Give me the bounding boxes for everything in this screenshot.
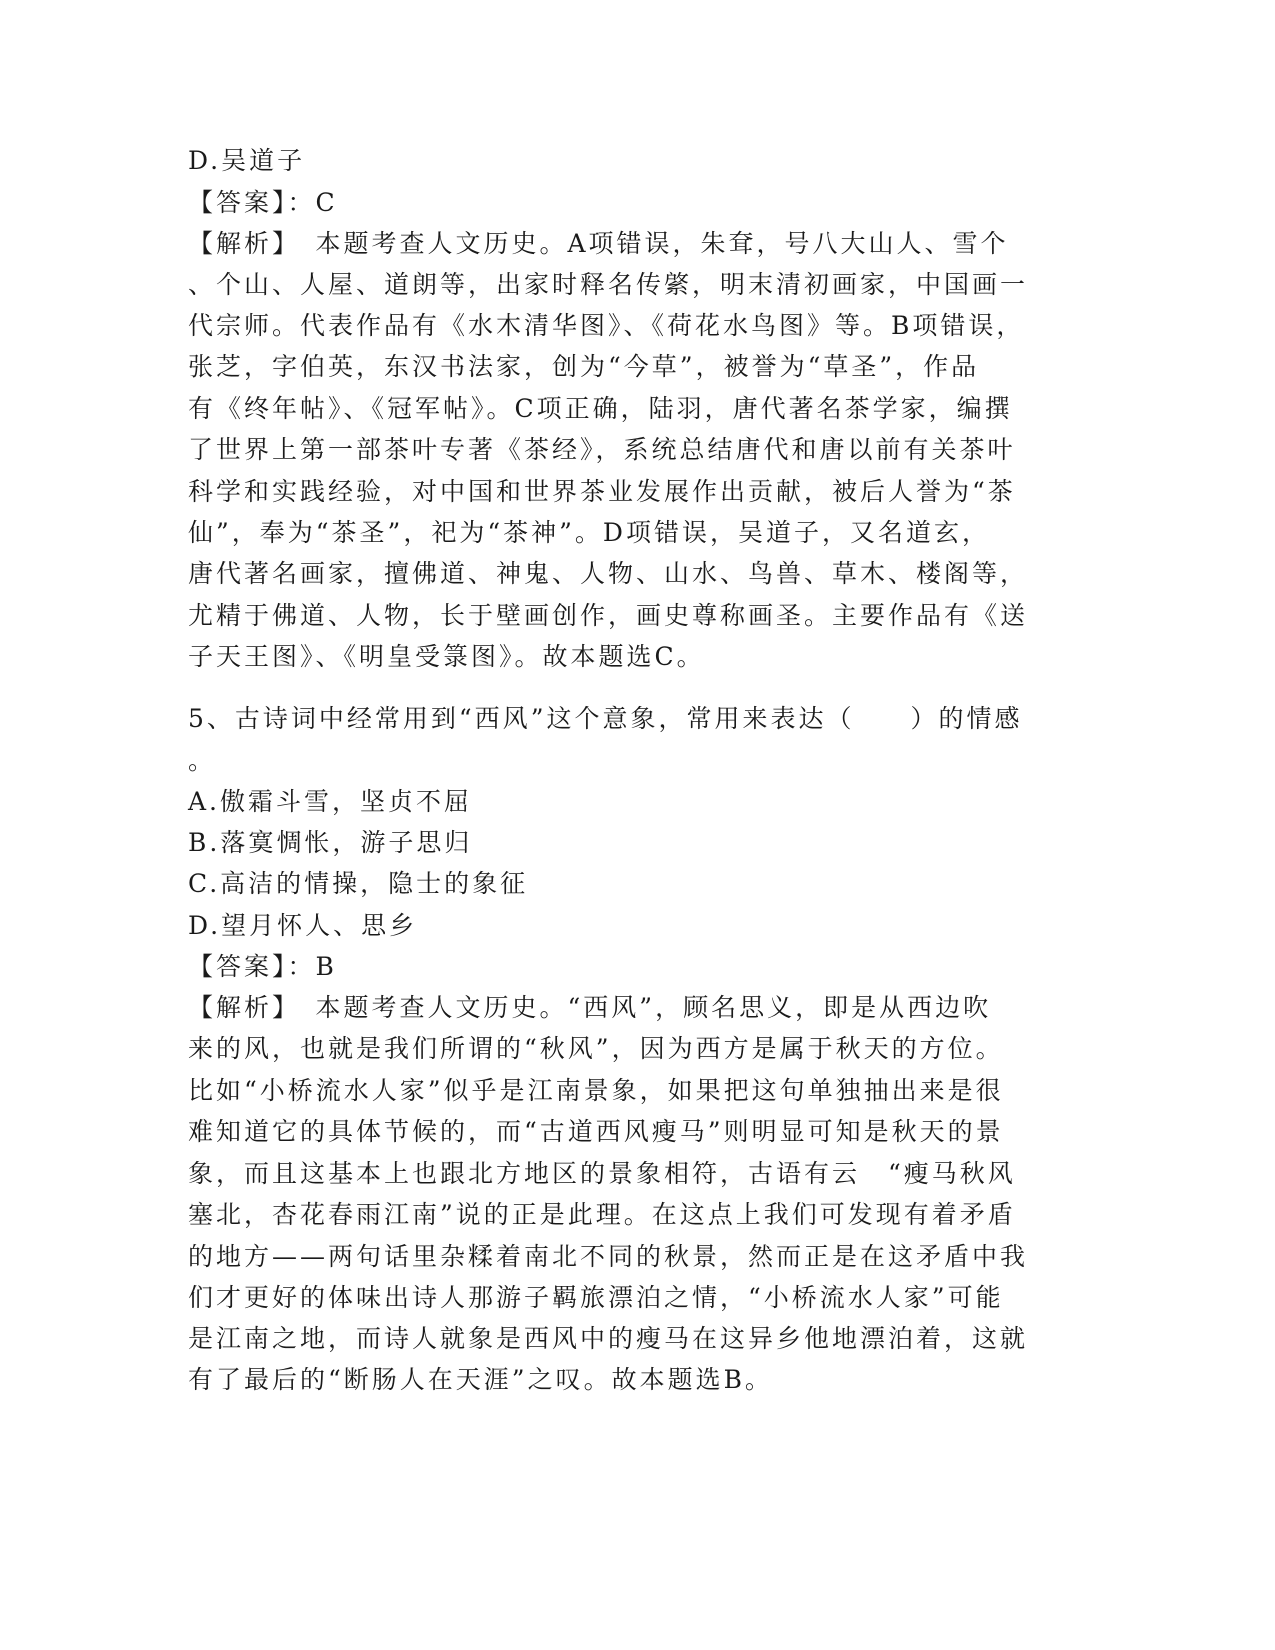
analysis-line: 【解析】 本题考查人文历史。“西风”，顾名思义，即是从西边吹	[188, 993, 992, 1022]
answer-line	[188, 182, 1088, 224]
analysis-line: 有了最后的“断肠人在天涯”之叹。故本题选B。	[188, 1365, 773, 1394]
analysis-line: 仙”，奉为“茶圣”，祀为“茶神”。D项错误，吴道子，又名道玄，	[188, 518, 990, 547]
analysis-line: 、个山、人屋、道朗等，出家时释名传綮，明末清初画家，中国画一	[188, 270, 1029, 299]
analysis-line: 【解析】 本题考查人文历史。A项错误，朱耷，号八大山人、雪个	[188, 229, 1009, 258]
analysis-line: 是江南之地，而诗人就象是西风中的瘦马在这异乡他地漂泊着，这就	[188, 1324, 1029, 1353]
answer-value: B	[315, 952, 337, 981]
analysis-line: 塞北，杏花春雨江南”说的正是此理。在这点上我们可发现有着矛盾	[188, 1200, 1016, 1229]
analysis-line: 来的风，也就是我们所谓的“秋风”，因为西方是属于秋天的方位。	[188, 1034, 1004, 1063]
answer-prefix: 【答案】：	[188, 952, 316, 981]
analysis-line: 难知道它的具体节候的，而“古道西风瘦马”则明显可知是秋天的景	[188, 1117, 1004, 1146]
option-c: C.高洁的情操，隐士的象征	[188, 869, 529, 898]
analysis-line: 尤精于佛道、人物，长于壁画创作，画史尊称画圣。主要作品有《送	[188, 601, 1029, 630]
analysis-line: 比如“小桥流水人家”似乎是江南景象，如果把这句单独抽出来是很	[188, 1076, 1004, 1105]
analysis-line: 了世界上第一部茶叶专著《茶经》，系统总结唐代和唐以前有关茶叶	[188, 435, 1016, 464]
option-a: A.傲霜斗雪，坚贞不屈	[188, 787, 473, 816]
analysis-line: 们才更好的体味出诗人那游子羁旅漂泊之情，“小桥流水人家”可能	[188, 1283, 1004, 1312]
option-d: D.望月怀人、思乡	[188, 911, 418, 940]
question-stem-continued: 。	[188, 746, 217, 775]
option-b: B.落寞惆怅，游子思归	[188, 828, 473, 857]
analysis-line: 象，而且这基本上也跟北方地区的景象相符，古语有云 “瘦马秋风	[188, 1159, 1016, 1188]
analysis-line: 有《终年帖》、《冠军帖》。C项正确，陆羽，唐代著名茶学家，编撰	[188, 394, 1013, 423]
answer-prefix: 【答案】：	[188, 188, 316, 217]
analysis-line: 代宗师。代表作品有《水木清华图》、《荷花水鸟图》等。B项错误，	[188, 311, 1025, 340]
analysis-line: 唐代著名画家，擅佛道、神鬼、人物、山水、鸟兽、草木、楼阁等，	[188, 559, 1029, 588]
analysis-line: 张芝，字伯英，东汉书法家，创为“今草”，被誉为“草圣”，作品	[188, 352, 980, 381]
option-d: D.吴道子	[188, 146, 306, 175]
analysis-line: 科学和实践经验，对中国和世界茶业发展作出贡献，被后人誉为“茶	[188, 477, 1016, 506]
answer-value: C	[315, 188, 338, 217]
question-stem: 5、古诗词中经常用到“西风”这个意象，常用来表达（ ）的情感	[188, 704, 1023, 733]
analysis-line: 的地方——两句话里杂糅着南北不同的秋景，然而正是在这矛盾中我	[188, 1242, 1029, 1271]
answer-line	[188, 946, 1088, 988]
analysis-line: 子天王图》、《明皇受箓图》。故本题选C。	[188, 642, 705, 671]
